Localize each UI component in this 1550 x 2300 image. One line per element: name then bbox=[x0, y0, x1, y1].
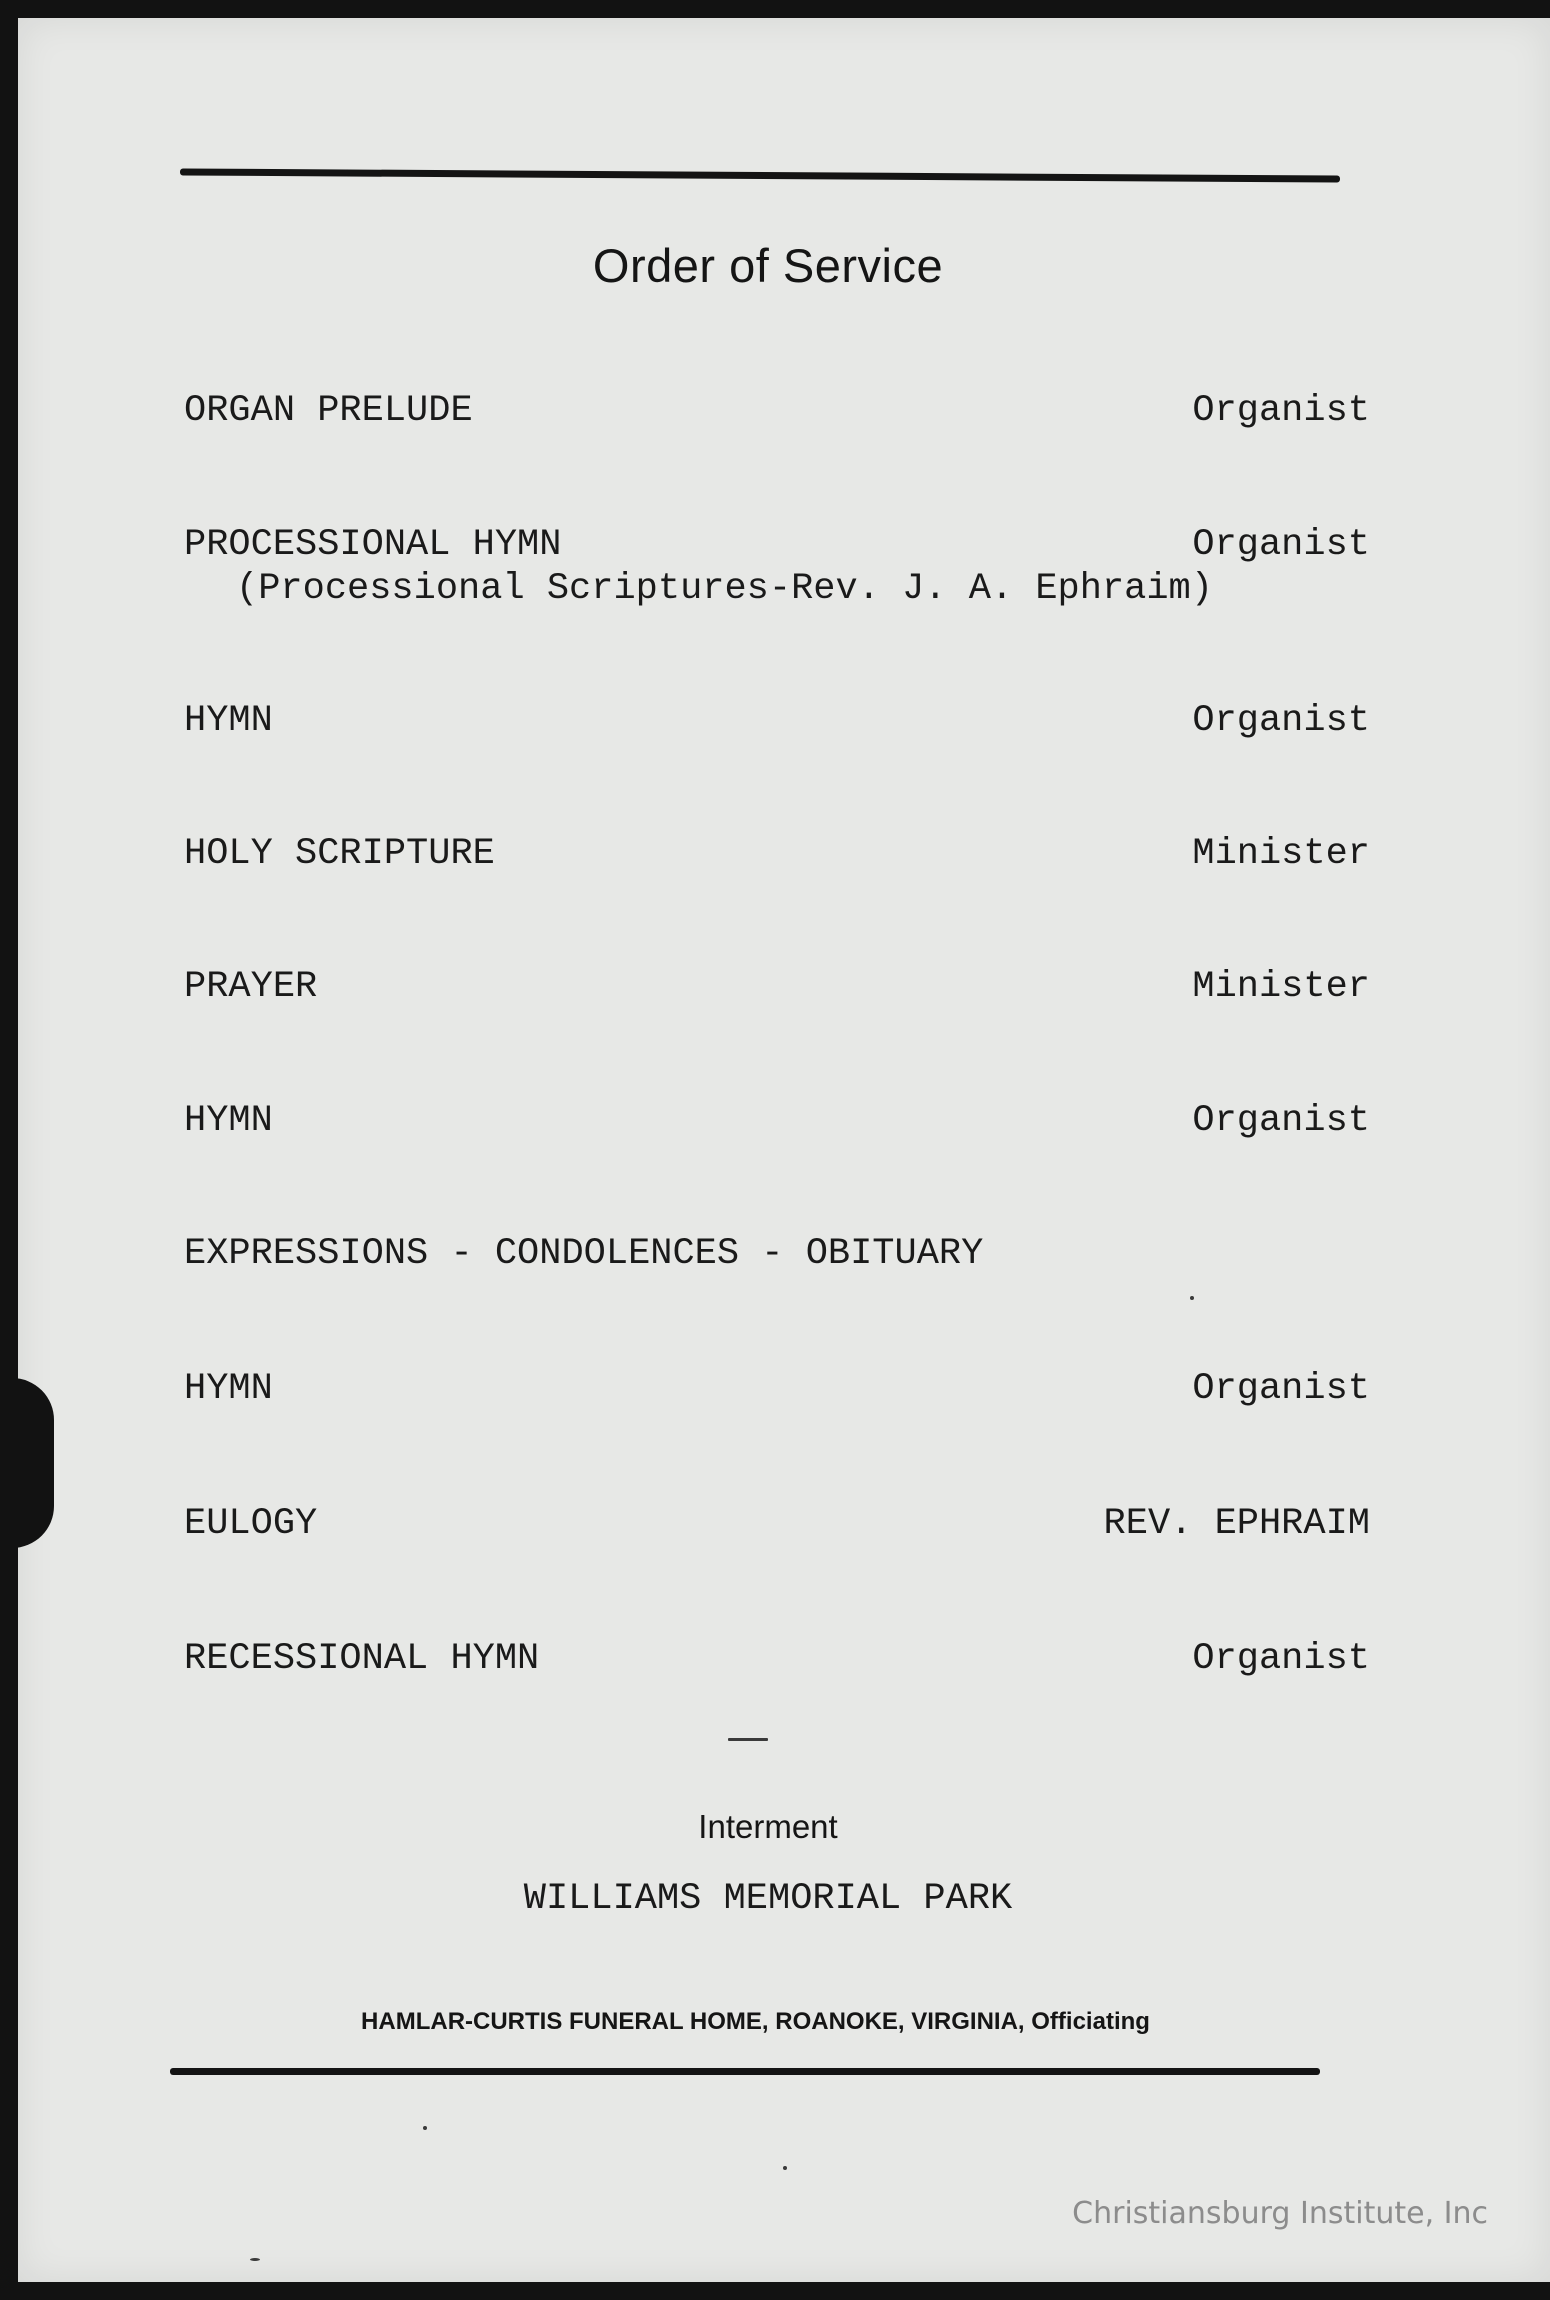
service-item-label: EXPRESSIONS - CONDOLENCES - OBITUARY bbox=[184, 1233, 984, 1275]
service-item-role: Organist bbox=[1192, 700, 1370, 742]
service-item-role: Minister bbox=[1192, 833, 1370, 875]
paper-speck bbox=[423, 2126, 427, 2130]
interment-place: WILLIAMS MEMORIAL PARK bbox=[523, 1878, 1013, 1920]
service-item-role: Organist bbox=[1192, 1638, 1370, 1680]
paper-speck bbox=[250, 2258, 260, 2261]
service-item-role: Organist bbox=[1192, 390, 1370, 432]
interment-heading: Interment bbox=[698, 1808, 838, 1845]
paper-speck bbox=[783, 2166, 787, 2170]
service-item-label: PROCESSIONAL HYMN bbox=[184, 524, 562, 566]
page-notch bbox=[12, 1378, 54, 1548]
service-item-label: PRAYER bbox=[184, 966, 318, 1008]
service-item-label: ORGAN PRELUDE bbox=[184, 390, 473, 432]
service-item-label: RECESSIONAL HYMN bbox=[184, 1638, 540, 1680]
funeral-home-credit: HAMLAR-CURTIS FUNERAL HOME, ROANOKE, VIRGINIA, Officiating bbox=[361, 2008, 1150, 2035]
service-item-label: EULOGY bbox=[184, 1503, 318, 1545]
service-item-role: Organist bbox=[1192, 1368, 1370, 1410]
service-item-label: HOLY SCRIPTURE bbox=[184, 833, 495, 875]
page-title: Order of Service bbox=[592, 239, 944, 292]
program-page bbox=[18, 18, 1550, 2282]
watermark: Christiansburg Institute, Inc bbox=[1072, 2196, 1488, 2231]
service-item-label: HYMN bbox=[184, 1100, 273, 1142]
service-item-note: (Processional Scriptures-Rev. J. A. Ephraim) bbox=[236, 568, 1213, 610]
top-rule bbox=[180, 168, 1340, 182]
service-item-role: Organist bbox=[1192, 1100, 1370, 1142]
service-item-role: Organist bbox=[1192, 524, 1370, 566]
paper-speck bbox=[728, 1738, 768, 1741]
service-item-label: HYMN bbox=[184, 1368, 273, 1410]
service-item-label: HYMN bbox=[184, 700, 273, 742]
service-item-role: REV. EPHRAIM bbox=[1103, 1503, 1370, 1545]
bottom-rule bbox=[170, 2068, 1320, 2075]
service-item-role: Minister bbox=[1192, 966, 1370, 1008]
paper-speck bbox=[1190, 1296, 1194, 1300]
